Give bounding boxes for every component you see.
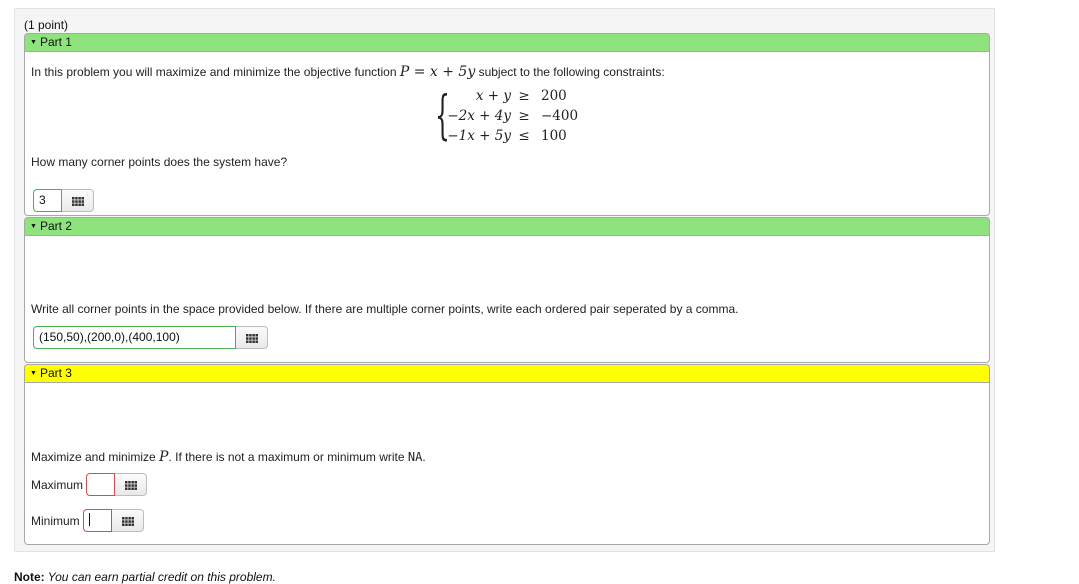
part3-question <box>31 449 426 465</box>
part3-question-end: . <box>422 450 426 464</box>
part3-header[interactable] <box>24 364 990 383</box>
left-brace: { <box>435 86 450 146</box>
maximum-label: Maximum <box>31 478 84 492</box>
constraint-row <box>425 108 605 128</box>
part3-body <box>24 383 990 545</box>
text-cursor <box>89 513 90 526</box>
part3-question-mid: . If there is not a maximum or minimum write <box>168 450 408 464</box>
part1-question: How many corner points does the system have? <box>31 155 288 169</box>
part1-body <box>24 52 990 216</box>
constraint-lhs: −2x + 4y <box>447 108 511 124</box>
part1-intro-before: In this problem you will maximize and minimize the objective function <box>31 65 400 79</box>
part1-intro-after: subject to the following constraints: <box>475 65 665 79</box>
problem-container <box>14 8 995 552</box>
constraint-rhs: 200 <box>541 88 567 104</box>
part2-body <box>24 236 990 363</box>
part2-header-label: Part 2 <box>39 219 72 233</box>
part1-header[interactable] <box>24 33 990 52</box>
keypad-button[interactable] <box>236 326 268 349</box>
part3-header-label: Part 3 <box>39 366 72 380</box>
note-label: Note: <box>14 570 45 584</box>
note-text: You can earn partial credit on this problem. <box>44 570 276 584</box>
minimum-input[interactable] <box>83 509 112 532</box>
part3-question-var: P <box>159 449 169 465</box>
part2-question: Write all corner points in the space provided below. If there are multiple corner points, write each ordered pair seperated by a comma. <box>31 302 739 316</box>
caret-down-icon: ▼ <box>30 370 37 377</box>
constraint-lhs: x + y <box>475 88 511 104</box>
keypad-icon <box>122 517 134 526</box>
part3-question-before: Maximize and minimize <box>31 450 160 464</box>
corner-points-input[interactable]: (150,50),(200,0),(400,100) <box>33 326 236 349</box>
minimum-label: Minimum <box>31 514 80 528</box>
keypad-icon <box>246 334 258 343</box>
part1-intro <box>31 64 665 80</box>
corner-count-input[interactable]: 3 <box>33 189 62 212</box>
partial-credit-note <box>14 570 276 584</box>
keypad-button[interactable] <box>112 509 144 532</box>
keypad-icon <box>125 481 137 490</box>
constraint-rhs: −400 <box>541 108 579 124</box>
constraint-row <box>425 88 605 108</box>
part1-header-label: Part 1 <box>39 35 72 49</box>
keypad-button[interactable] <box>62 189 94 212</box>
constraint-relation: ≥ <box>518 88 530 104</box>
constraint-row <box>425 128 605 148</box>
constraint-system <box>425 86 605 146</box>
keypad-icon <box>72 197 84 206</box>
points-label: (1 point) <box>24 18 69 32</box>
constraint-lhs: −1x + 5y <box>447 128 511 144</box>
caret-down-icon: ▼ <box>30 39 37 46</box>
part2-header[interactable] <box>24 217 990 236</box>
objective-function: P = x + 5y <box>399 64 476 80</box>
constraint-relation: ≤ <box>518 128 530 144</box>
caret-down-icon: ▼ <box>30 223 37 230</box>
constraint-rhs: 100 <box>541 128 567 144</box>
constraint-relation: ≥ <box>518 108 530 124</box>
keypad-button[interactable] <box>115 473 147 496</box>
maximum-input[interactable] <box>86 473 115 496</box>
part3-question-na: NA <box>407 450 423 464</box>
